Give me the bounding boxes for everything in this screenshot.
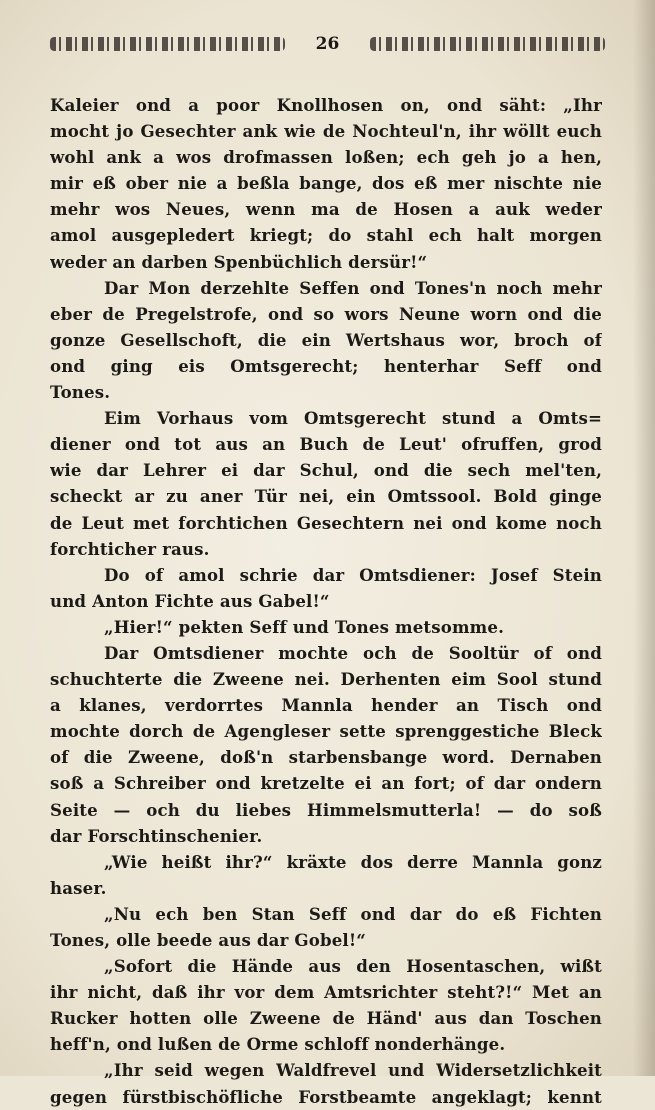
- text-line: Eim Vorhaus vom Omtsgerecht stund a Omts=: [104, 408, 602, 429]
- text-line: Dar Mon derzehlte Seffen ond Tones'n noch mehr: [104, 277, 602, 298]
- text-line: mocht jo Gesechter ank wie de Nochteul'n, ihr wöllt euch: [50, 121, 602, 142]
- text-line: wie dar Lehrer ei dar Schul, ond die sech mel'ten,: [50, 460, 602, 481]
- text-line: haser.: [50, 877, 107, 898]
- text-line: eber de Pregelstrofe, ond so wors Neune worn ond die: [50, 303, 602, 324]
- text-line: Seite — och du liebes Himmelsmutterla! — do soß: [50, 799, 602, 820]
- text-line: dar Forschtinschenier.: [50, 825, 263, 846]
- text-line: weder an darben Spenbüchlich dersür!“: [50, 251, 428, 272]
- header-ornament-right: [370, 37, 605, 51]
- text-line: gegen fürstbischöfliche Forstbeamte angeklagt; kennt: [50, 1086, 602, 1107]
- text-line: wohl ank a wos drofmassen loßen; ech geh jo a hen,: [50, 147, 602, 168]
- text-line: soß a Schreiber ond kretzelte ei an fort; of dar ondern: [50, 773, 602, 794]
- text-line: mochte dorch de Agengleser sette sprenggestiche Bleck: [50, 721, 602, 742]
- text-line: Tones, olle beede aus dar Gobel!“: [50, 930, 366, 950]
- text-line: „Ihr seid wegen Waldfrevel und Widersetzlichkeit: [104, 1060, 602, 1081]
- body-text: [50, 92, 602, 1110]
- text-line: gonze Gesellschoft, die ein Wertshaus wor, broch of: [50, 329, 602, 350]
- text-line: diener ond tot aus an Buch de Leut' ofruffen, grod: [50, 434, 602, 455]
- text-line: Rucker hotten olle Zweene de Händ' aus dan Toschen: [50, 1008, 602, 1029]
- text-line: „Hier!“ pekten Seff und Tones metsomme.: [104, 616, 504, 637]
- text-line: of die Zweene, doß'n starbensbange word. Dernaben: [50, 747, 602, 768]
- text-line: heff'n, ond lußen de Orme schloff nonderhänge.: [50, 1034, 506, 1055]
- text-line: Dar Omtsdiener mochte och de Sooltür of ond: [104, 642, 602, 663]
- text-line: Do of amol schrie dar Omtsdiener: Josef Stein: [104, 564, 602, 585]
- text-line: schuchterte die Zweene nei. Derhenten eim Sool stund: [50, 669, 602, 690]
- text-line: Tones.: [50, 382, 111, 403]
- page-header: [50, 32, 605, 56]
- text-line: amol ausgepledert kriegt; do stahl ech halt morgen: [50, 225, 602, 246]
- header-ornament-left: [50, 37, 285, 51]
- text-line: forchticher raus.: [50, 538, 210, 559]
- text-line: „Nu ech ben Stan Seff ond dar do eß Fichten: [104, 903, 602, 924]
- text-line: Kaleier ond a poor Knollhosen on, ond säht: „Ihr: [50, 95, 602, 115]
- text-line: de Leut met forchtichen Gesechtern nei ond kome noch: [50, 512, 602, 533]
- text-line: „Sofort die Hände aus den Hosentaschen, wißt: [104, 956, 602, 977]
- text-line: und Anton Fichte aus Gabel!“: [50, 590, 330, 611]
- text-line: ond ging eis Omtsgerecht; henterhar Seff ond: [50, 355, 602, 376]
- text-line: „Wie heißt ihr?“ kräxte dos derre Mannla gonz: [104, 851, 602, 872]
- text-line: a klanes, verdorrtes Mannla hender an Tisch ond: [50, 695, 602, 716]
- page-edge-shadow: [633, 0, 655, 1076]
- text-line: mehr wos Neues, wenn ma de Hosen a auk weder: [50, 199, 602, 220]
- text-line: mir eß ober nie a beßla bange, dos eß mer nischte nie: [50, 173, 602, 194]
- text-line: ihr nicht, daß ihr vor dem Amtsrichter steht?!“ Met an: [50, 982, 602, 1003]
- text-line: scheckt ar zu aner Tür nei, ein Omtssool. Bold ginge: [50, 486, 602, 507]
- page-number: 26: [315, 34, 340, 54]
